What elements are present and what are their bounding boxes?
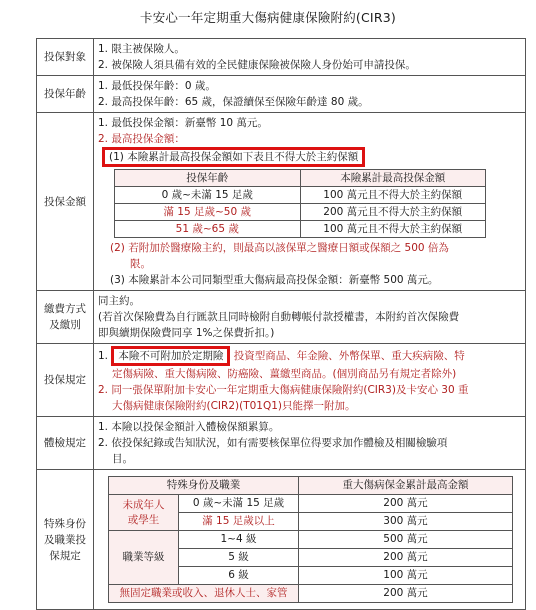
special-minor-age: 滿 15 足歲以上 [179, 513, 299, 531]
insured-line-1: 1. 限主被保險人。 [98, 43, 185, 55]
label-special-c: 保規定 [49, 549, 81, 562]
special-job-amount: 500 萬元 [299, 531, 513, 549]
amount-note-3: (3) 本險累計本公司同類型重大傷病最高投保金額：新臺幣 500 萬元。 [110, 274, 439, 286]
label-special-b: 及職業投 [44, 533, 86, 546]
label-age: 投保年齡 [37, 76, 94, 113]
special-minor-amount: 300 萬元 [299, 513, 513, 531]
amount-note-1-wrap [98, 147, 521, 167]
amount-note-2b: 限。 [130, 258, 151, 270]
document-title: 卡安心一年定期重大傷病健康保險附約(CIR3) [140, 10, 396, 25]
label-exam: 體檢規定 [37, 417, 94, 470]
special-job-amount: 100 萬元 [299, 567, 513, 585]
label-amount: 投保金額 [37, 113, 94, 291]
special-minor-age: 0 歲~未滿 15 足歲 [179, 495, 299, 513]
content-amount [94, 113, 526, 291]
amount-head-age: 投保年齡 [115, 170, 301, 187]
content-rules [94, 344, 526, 417]
amount-table-head [115, 170, 486, 187]
amount-note-1-highlight: (1) 本險累計最高投保金額如下表且不得大於主約保額 [102, 147, 365, 167]
label-payment-b: 及繳別 [49, 319, 81, 331]
amount-age-table [114, 169, 486, 238]
row-amount [37, 113, 526, 291]
amount-max-cell: 200 萬元且不得大於主約保額 [300, 204, 486, 221]
insured-line-2: 2. 被保險人須具備有效的全民健康保險被保險人身份始可申請投保。 [98, 59, 416, 71]
exam-line-2b: 目。 [112, 453, 133, 465]
special-row [109, 495, 513, 513]
label-special-a: 特殊身份 [44, 517, 86, 530]
special-job-label: 職業等級 [109, 531, 179, 585]
amount-note-2a: (2) 若附加於醫療險主約，則最高以該保單之醫療日額或保額之 500 倍為 [110, 242, 449, 254]
amount-line-2: 2. 最高投保金額： [98, 133, 185, 145]
payment-line-3: 即與續期保險費同享 1%之保費折扣。) [98, 327, 275, 339]
special-minor-label-a: 未成年人 [122, 498, 165, 511]
content-exam [94, 417, 526, 470]
row-insured [37, 39, 526, 76]
row-exam [37, 417, 526, 470]
row-payment [37, 291, 526, 344]
payment-line-1: 同主約。 [98, 295, 140, 307]
row-special [37, 470, 526, 610]
age-line-1: 1. 最低投保年齡：0 歲。 [98, 80, 216, 92]
label-rules: 投保規定 [37, 344, 94, 417]
amount-max-cell: 100 萬元且不得大於主約保額 [300, 187, 486, 204]
content-insured [94, 39, 526, 76]
amount-table-row [115, 204, 486, 221]
label-special [37, 470, 94, 610]
rules-item-2b: 大傷病健康保險附約(CIR2)(T01Q1)只能擇一附加。 [112, 400, 356, 412]
amount-max-cell: 100 萬元且不得大於主約保額 [300, 221, 486, 238]
age-line-2: 2. 最高投保年齡：65 歲，保證續保至保險年齡達 80 歲。 [98, 96, 369, 108]
special-minor-label [109, 495, 179, 531]
content-special [94, 470, 526, 610]
amount-head-max: 本險累計最高投保金額 [300, 170, 486, 187]
rules-item-1-num: 1. [98, 350, 109, 362]
special-row [109, 531, 513, 549]
exam-line-2a: 2. 依投保紀錄或告知狀況，如有需要核保單位得要求加作體檢及相關檢驗項 [98, 437, 448, 449]
special-job-level: 5 級 [179, 549, 299, 567]
exam-line-1: 1. 本險以投保金額計入體檢保額累算。 [98, 421, 280, 433]
special-head-max: 重大傷病保金累計最高金額 [299, 477, 513, 495]
policy-table [36, 38, 526, 610]
amount-table-row [115, 221, 486, 238]
special-job-level: 1~4 級 [179, 531, 299, 549]
special-last-amount: 200 萬元 [299, 585, 513, 603]
content-payment [94, 291, 526, 344]
rules-item-1-rest: 投資型商品、年金險、外幣保單、重大疾病險、特 [233, 350, 465, 362]
amount-age-cell: 0 歲~未滿 15 足歲 [115, 187, 301, 204]
rules-item-1 [98, 346, 521, 366]
rules-item-2a: 2. 同一張保單附加卡安心一年定期重大傷病健康保險附約(CIR3)及卡安心 30 重 [98, 384, 469, 396]
label-insured: 投保對象 [37, 39, 94, 76]
special-job-level: 6 級 [179, 567, 299, 585]
payment-line-2: (若首次保險費為自行匯款且同時檢附自動轉帳付款授權書，本附約首次保險費 [98, 311, 460, 323]
rules-item-1-cont: 定傷病險、重大傷病險、防癌險、薑繳型商品。(個別商品另有規定者除外) [112, 368, 457, 380]
label-payment-a: 繳費方式 [44, 303, 86, 315]
special-head-identity: 特殊身份及職業 [109, 477, 299, 495]
label-payment [37, 291, 94, 344]
special-head [109, 477, 513, 495]
amount-age-cell: 滿 15 足歲~50 歲 [115, 204, 301, 221]
rules-item-1-highlight: 本險不可附加於定期險 [111, 346, 230, 366]
amount-line-1: 1. 最低投保金額：新臺幣 10 萬元。 [98, 117, 268, 129]
row-rules [37, 344, 526, 417]
amount-table-row [115, 187, 486, 204]
row-age [37, 76, 526, 113]
special-minor-label-b: 或學生 [127, 513, 160, 526]
special-table [108, 476, 513, 603]
special-minor-amount: 200 萬元 [299, 495, 513, 513]
special-last-identity: 無固定職業或收入、退休人士、家管 [109, 585, 299, 603]
special-job-amount: 200 萬元 [299, 549, 513, 567]
amount-age-cell: 51 歲~65 歲 [115, 221, 301, 238]
content-age [94, 76, 526, 113]
